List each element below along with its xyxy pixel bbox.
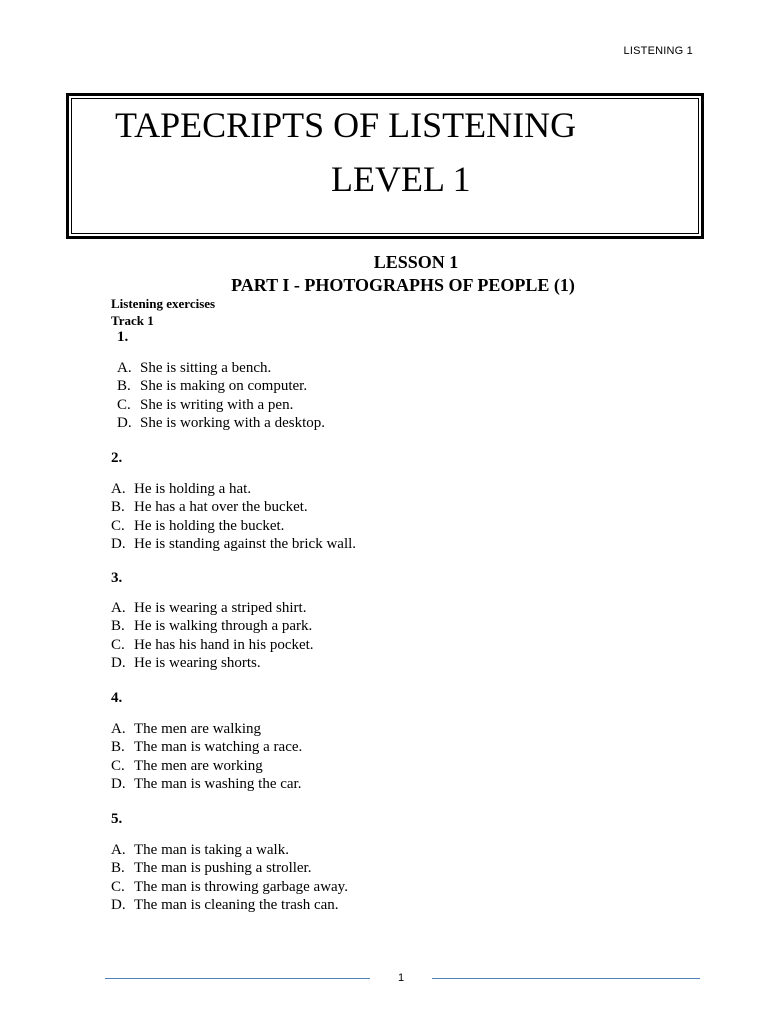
option-letter: A. [111, 481, 126, 497]
option-text: The man is throwing garbage away. [134, 878, 348, 895]
answer-option [111, 617, 314, 635]
option-letter: C. [111, 878, 125, 895]
answer-options [111, 841, 348, 914]
question-number: 4. [111, 690, 123, 706]
answer-option [111, 498, 356, 516]
page-number: 1 [397, 972, 405, 984]
answer-option [111, 535, 356, 553]
part-title: PART I - PHOTOGRAPHS OF PEOPLE (1) [231, 275, 575, 295]
answer-option [111, 896, 348, 914]
document-title: TAPECRIPTS OF LISTENING [115, 105, 577, 145]
answer-option [111, 720, 302, 738]
track-label: Track 1 [111, 313, 154, 328]
option-letter: C. [117, 396, 131, 413]
answer-option [111, 757, 302, 775]
running-header: LISTENING 1 [623, 45, 693, 57]
option-letter: B. [111, 739, 125, 756]
option-letter: C. [111, 757, 125, 774]
option-letter: D. [111, 775, 126, 792]
answer-option [117, 359, 325, 377]
option-text: He has a hat over the bucket. [134, 499, 308, 516]
answer-option [117, 414, 325, 432]
question-number: 1. [117, 329, 129, 345]
question-number: 5. [111, 811, 123, 827]
option-letter: B. [117, 378, 131, 395]
option-text: He is standing against the brick wall. [134, 535, 357, 552]
option-letter: A. [117, 360, 132, 376]
option-text: She is making on computer. [140, 378, 308, 395]
question-number: 2. [111, 450, 123, 466]
title-box [66, 93, 704, 239]
answer-option [117, 377, 325, 395]
option-letter: D. [111, 896, 126, 913]
option-letter: A. [111, 721, 126, 737]
option-text: He is holding the bucket. [134, 517, 285, 534]
answer-option [111, 738, 302, 756]
option-letter: B. [111, 618, 125, 635]
option-letter: A. [111, 600, 126, 616]
answer-option [111, 859, 348, 877]
option-letter: B. [111, 499, 125, 516]
answer-option [111, 841, 348, 859]
lesson-title: LESSON 1 [373, 252, 459, 272]
option-letter: D. [117, 414, 132, 431]
answer-option [111, 480, 356, 498]
option-letter: A. [111, 842, 126, 858]
option-text: The man is pushing a stroller. [134, 860, 312, 877]
answer-option [111, 775, 302, 793]
option-text: She is working with a desktop. [140, 414, 325, 431]
option-letter: D. [111, 654, 126, 671]
footer-rule-right [432, 978, 700, 979]
question-number: 3. [111, 570, 123, 586]
answer-option [117, 396, 325, 414]
option-text: The men are working [134, 757, 263, 774]
footer-rule-left [105, 978, 370, 979]
option-text: The man is watching a race. [134, 739, 303, 756]
answer-options [111, 599, 314, 672]
answer-options [117, 359, 325, 432]
option-text: He is wearing a striped shirt. [134, 600, 307, 616]
option-text: He is holding a hat. [134, 481, 252, 497]
option-text: The man is taking a walk. [134, 842, 289, 858]
option-text: He has his hand in his pocket. [134, 636, 314, 653]
answer-option [111, 878, 348, 896]
option-letter: C. [111, 517, 125, 534]
answer-option [111, 654, 314, 672]
exercises-label: Listening exercises [111, 296, 216, 311]
option-text: She is sitting a bench. [140, 360, 272, 376]
document-level: LEVEL 1 [331, 159, 471, 199]
answer-option [111, 599, 314, 617]
option-letter: C. [111, 636, 125, 653]
option-text: He is walking through a park. [134, 618, 313, 635]
option-text: He is wearing shorts. [134, 654, 261, 671]
answer-option [111, 636, 314, 654]
option-text: The man is cleaning the trash can. [134, 896, 339, 913]
option-letter: D. [111, 535, 126, 552]
option-text: The man is washing the car. [134, 775, 302, 792]
option-text: The men are walking [134, 721, 262, 737]
option-letter: B. [111, 860, 125, 877]
answer-option [111, 517, 356, 535]
answer-options [111, 480, 356, 553]
option-text: She is writing with a pen. [140, 396, 294, 413]
answer-options [111, 720, 302, 793]
